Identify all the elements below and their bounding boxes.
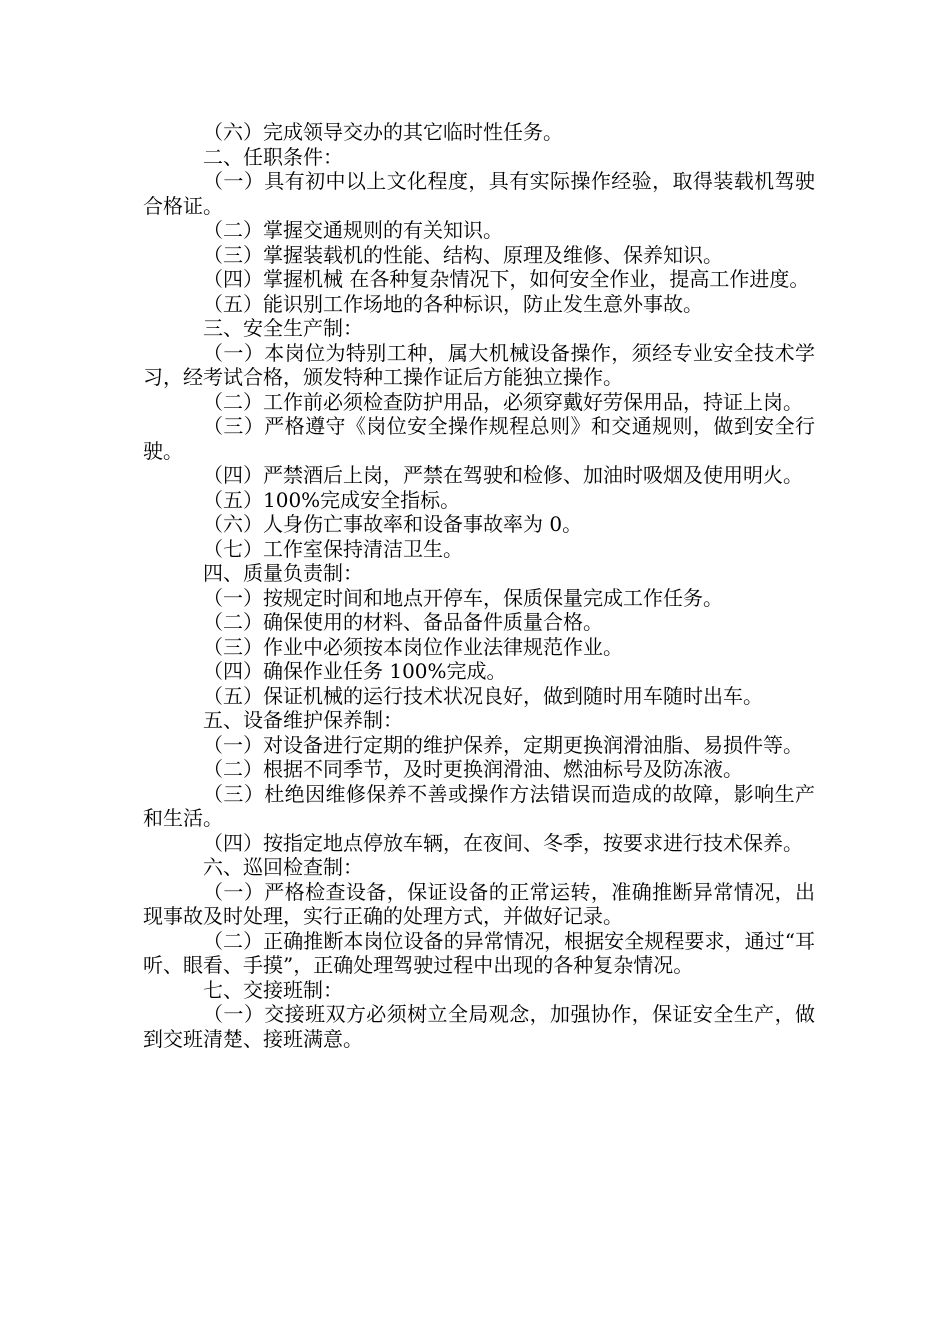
list-item: （三）掌握装载机的性能、结构、原理及维修、保养知识。 xyxy=(203,242,723,267)
section-heading: 四、质量负责制： xyxy=(203,561,363,585)
list-item: （一）严格检查设备，保证设备的正常运转，准确推断异常情况，出现事故及时处理，实行正确的处理方式，并做好记录。 xyxy=(143,879,815,928)
list-item: （五）能识别工作场地的各种标识，防止发生意外事故。 xyxy=(203,291,703,316)
section-heading: 七、交接班制： xyxy=(203,977,343,1002)
list-item: （二）根据不同季节，及时更换润滑油、燃油标号及防冻液。 xyxy=(203,757,743,781)
list-item: （一）交接班双方必须树立全局观念，加强协作，保证安全生产，做到交班清楚、接班满意。 xyxy=(143,1002,815,1051)
list-item: （二）确保使用的材料、备品备件质量合格。 xyxy=(203,610,603,634)
list-item: （二）正确推断本岗位设备的异常情况，根据安全规程要求，通过“耳听、眼看、手摸”，正确处理驾驶过程中出现的各种复杂情况。 xyxy=(143,928,815,977)
list-item: （二）工作前必须检查防护用品，必须穿戴好劳保用品，持证上岗。 xyxy=(203,389,803,414)
section-heading: 二、任职条件： xyxy=(203,144,343,169)
list-item: （三）作业中必须按本岗位作业法律规范作业。 xyxy=(203,634,623,659)
list-item: （六）人身伤亡事故率和设备事故率为 0。 xyxy=(203,512,583,536)
section-heading: 三、安全生产制： xyxy=(203,316,363,340)
list-item: （五）100%完成安全指标。 xyxy=(203,487,461,512)
list-item: （四）掌握机械 在各种复杂情况下，如何安全作业，提高工作进度。 xyxy=(203,267,810,291)
list-item: （一）按规定时间和地点开停车，保质保量完成工作任务。 xyxy=(203,585,723,610)
list-item: （五）保证机械的运行技术状况良好，做到随时用车随时出车。 xyxy=(203,683,763,708)
list-item: （六）完成领导交办的其它临时性任务。 xyxy=(203,120,563,144)
list-item: （四）确保作业任务 100%完成。 xyxy=(203,659,507,683)
list-item: （一）本岗位为特别工种，属大机械设备操作，须经专业安全技术学习，经考试合格，颁发特种工操作证后方能独立操作。 xyxy=(143,340,815,389)
document-page xyxy=(143,120,815,1051)
list-item: （一）对设备进行定期的维护保养，定期更换润滑油脂、易损件等。 xyxy=(203,732,803,757)
list-item: （一）具有初中以上文化程度，具有实际操作经验，取得装载机驾驶合格证。 xyxy=(143,169,815,218)
list-item: （七）工作室保持清洁卫生。 xyxy=(203,536,463,561)
list-item: （四）按指定地点停放车辆，在夜间、冬季，按要求进行技术保养。 xyxy=(203,830,803,855)
list-item: （三）严格遵守《岗位安全操作规程总则》和交通规则，做到安全行驶。 xyxy=(143,414,815,463)
list-item: （四）严禁酒后上岗，严禁在驾驶和检修、加油时吸烟及使用明火。 xyxy=(203,463,803,487)
section-heading: 五、设备维护保养制： xyxy=(203,708,403,732)
section-heading: 六、巡回检查制： xyxy=(203,855,363,879)
list-item: （三）杜绝因维修保养不善或操作方法错误而造成的故障，影响生产和生活。 xyxy=(143,781,815,830)
list-item: （二）掌握交通规则的有关知识。 xyxy=(203,218,503,242)
